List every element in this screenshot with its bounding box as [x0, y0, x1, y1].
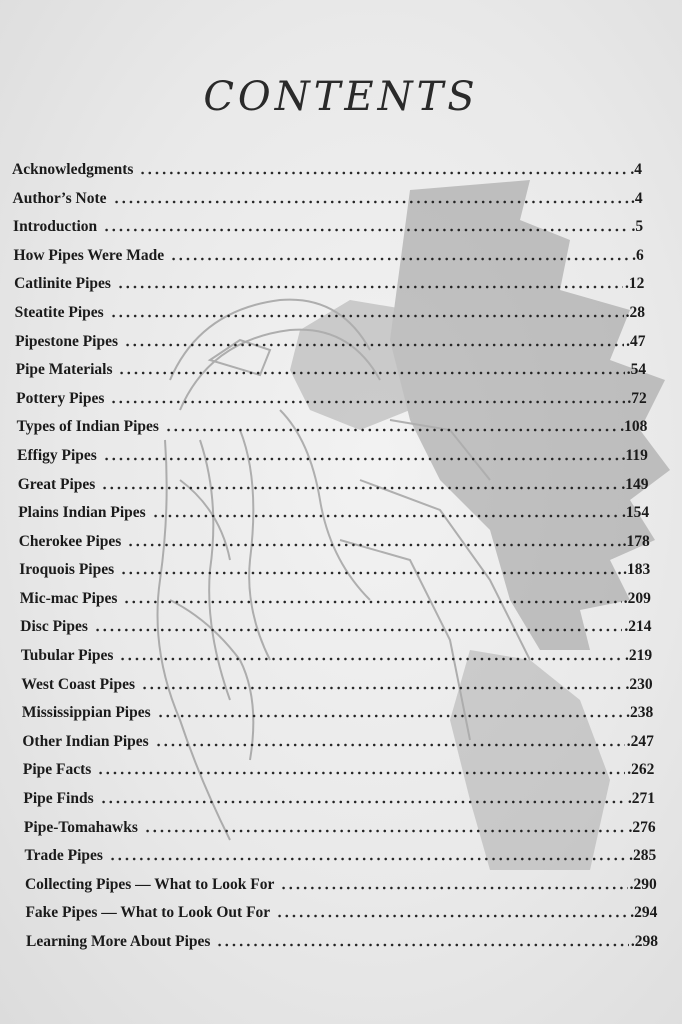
toc-entry	[25, 872, 657, 894]
toc-entry-title: Disc Pipes	[20, 618, 88, 636]
toc-entry-page-number: .230	[625, 675, 653, 693]
dot-leader	[109, 856, 627, 862]
toc-entry	[23, 786, 655, 808]
toc-entry-title: Catlinite Pipes	[14, 275, 111, 293]
toc-entry-title: Pipe Materials	[15, 361, 113, 379]
toc-entry-page-number: .4	[630, 161, 642, 178]
toc-entry-title: Introduction	[13, 218, 98, 236]
dot-leader	[127, 542, 620, 548]
toc-entry	[20, 614, 651, 636]
dot-leader	[165, 427, 618, 433]
toc-entry	[25, 900, 657, 922]
toc-entry	[16, 357, 647, 379]
toc-entry-page-number: .294	[630, 904, 658, 922]
toc-entry-title: Pipe-Tomahawks	[23, 818, 138, 836]
toc-entry	[16, 386, 647, 408]
toc-entry-title: Mic-mac Pipes	[19, 589, 118, 607]
toc-entry-title: Pipe Facts	[22, 761, 92, 779]
toc-entry-title: Iroquois Pipes	[19, 561, 115, 579]
toc-entry-page-number: .12	[624, 275, 645, 293]
toc-entry	[24, 843, 656, 865]
toc-entry-title: Pipe Finds	[23, 790, 94, 808]
toc-entry-title: Other Indian Pipes	[22, 732, 149, 750]
toc-entry-page-number: .262	[627, 761, 655, 779]
dot-leader	[170, 256, 630, 262]
dot-leader	[103, 227, 629, 233]
toc-entry-page-number: .178	[622, 532, 650, 550]
toc-entry	[14, 243, 644, 265]
dot-leader	[100, 799, 626, 805]
dot-leader	[118, 370, 624, 376]
toc-entry-page-number: .119	[621, 446, 648, 464]
dot-leader	[155, 742, 625, 748]
toc-entry-title: West Coast Pipes	[21, 675, 135, 693]
dot-leader	[216, 942, 628, 948]
toc-entry	[26, 929, 658, 951]
toc-entry-page-number: .238	[626, 704, 654, 722]
toc-entry-page-number: .183	[623, 561, 651, 579]
dot-leader	[276, 913, 628, 919]
toc-entry-page-number: .285	[629, 847, 657, 865]
dot-leader	[117, 284, 623, 290]
toc-entry	[23, 757, 655, 779]
toc-entry-page-number: .54	[626, 361, 647, 379]
dot-leader	[110, 399, 625, 405]
toc-entry	[12, 157, 642, 179]
toc-entry	[17, 443, 648, 465]
toc-entry-title: Author’s Note	[12, 189, 107, 207]
toc-entry	[19, 557, 650, 579]
toc-entry-page-number: .47	[626, 332, 646, 350]
toc-entry-page-number: .149	[621, 475, 649, 493]
toc-entry-page-number: .271	[627, 790, 656, 808]
dot-leader	[97, 770, 625, 776]
toc-entry	[14, 271, 644, 293]
toc-entry	[13, 214, 643, 236]
toc-entry	[13, 186, 643, 208]
toc-entry-page-number: .214	[624, 618, 652, 636]
toc-entry-page-number: .276	[628, 818, 656, 836]
toc-entry-title: Acknowledgments	[12, 161, 134, 178]
toc-entry	[24, 815, 656, 837]
toc-entry-page-number: .290	[629, 875, 657, 893]
toc-entry-title: Great Pipes	[17, 475, 96, 493]
toc-entry	[15, 300, 645, 322]
toc-entry-title: Steatite Pipes	[14, 303, 104, 321]
toc-entry-title: How Pipes Were Made	[13, 246, 165, 264]
dot-leader	[103, 456, 620, 462]
toc-entry-page-number: .72	[627, 389, 647, 407]
toc-entry-title: Pottery Pipes	[16, 389, 105, 407]
toc-entry-page-number: .298	[630, 933, 658, 950]
dot-leader	[157, 713, 625, 719]
toc-entry	[15, 329, 645, 351]
dot-leader	[123, 599, 621, 605]
toc-entry	[21, 672, 652, 694]
toc-entry	[20, 586, 651, 608]
toc-entry-page-number: .28	[625, 303, 645, 321]
toc-entry	[22, 700, 653, 722]
toc-entry-title: Learning More About Pipes	[26, 933, 211, 950]
toc-entry-page-number: .209	[623, 589, 651, 607]
page-title: CONTENTS	[203, 74, 479, 120]
toc-entry-title: Trade Pipes	[24, 847, 103, 865]
toc-entry-title: Pipestone Pipes	[15, 332, 119, 350]
toc-entry-title: Effigy Pipes	[17, 446, 97, 464]
dot-leader	[101, 485, 619, 491]
dot-leader	[94, 627, 622, 633]
toc-entry-title: Plains Indian Pipes	[18, 504, 146, 522]
toc-entry	[17, 414, 648, 436]
toc-entry-page-number: .154	[621, 504, 650, 522]
toc-entry-page-number: .6	[632, 246, 644, 264]
dot-leader	[144, 828, 627, 834]
toc-entry-title: Collecting Pipes — What to Look For	[24, 875, 275, 893]
dot-leader	[141, 685, 624, 691]
dot-leader	[119, 656, 623, 662]
dot-leader	[113, 199, 629, 205]
toc-entry-page-number: .247	[626, 732, 654, 750]
dot-leader	[152, 513, 620, 519]
dot-leader	[280, 885, 627, 891]
dot-leader	[110, 313, 624, 319]
dot-leader	[139, 170, 628, 176]
toc-entry-title: Mississippian Pipes	[21, 704, 151, 722]
toc-entry	[22, 729, 653, 751]
toc-entry-title: Types of Indian Pipes	[16, 418, 159, 436]
dot-leader	[120, 570, 621, 576]
toc-entry	[18, 472, 649, 494]
toc-entry-page-number: .5	[631, 218, 644, 236]
toc-entry-page-number: .4	[630, 189, 643, 207]
toc-entry-title: Tubular Pipes	[20, 647, 114, 665]
toc-entry-page-number: .108	[620, 418, 648, 436]
toc-entry-title: Cherokee Pipes	[18, 532, 122, 550]
toc-entry-title: Fake Pipes — What to Look Out For	[25, 904, 271, 922]
toc-entry	[18, 500, 649, 522]
dot-leader	[124, 342, 624, 348]
toc-entry	[21, 643, 652, 665]
toc-entry-page-number: .219	[624, 647, 653, 665]
toc-entry	[19, 529, 650, 551]
